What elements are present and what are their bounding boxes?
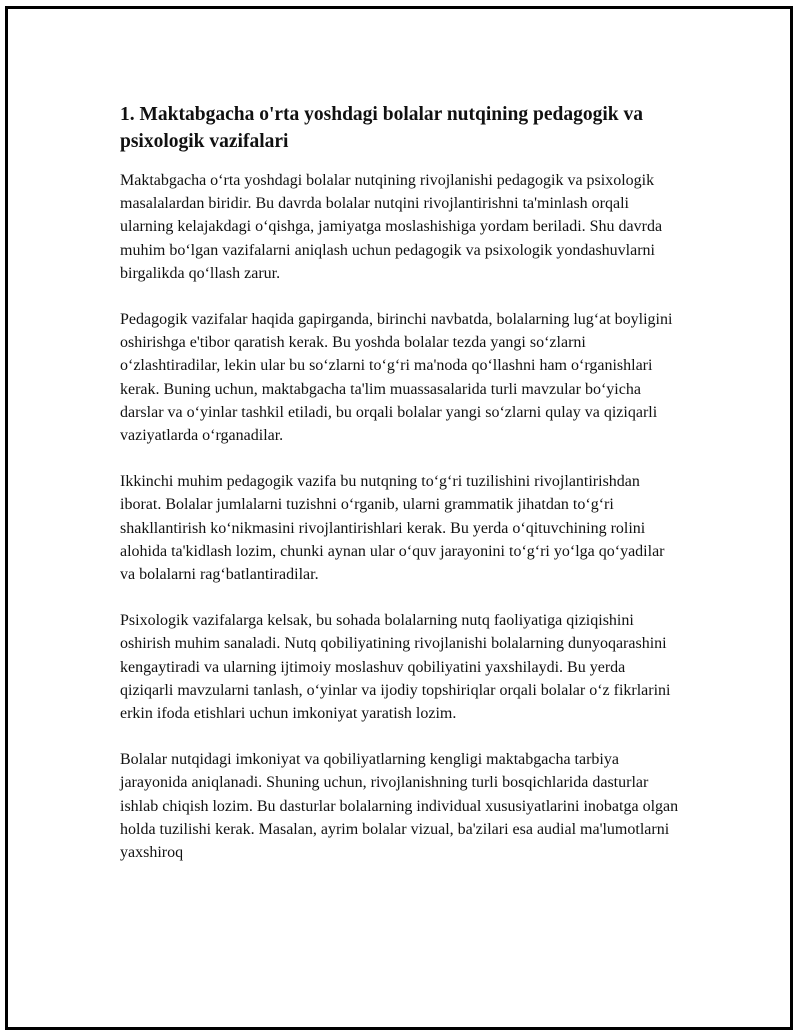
section-title: 1. Maktabgacha o'rta yoshdagi bolalar nutqining pedagogik va psixologik vazifalari xyxy=(120,104,643,152)
paragraph-5: Bolalar nutqidagi imkoniyat va qobiliyatlarning kengligi maktabgacha tarbiya jarayonida aniqlanadi. Shuning uchun, rivojlanishning turli bosqichlarida dasturlar ishlab chiqish lozim. Bu dasturlar bolalarning individual xususiyatlarini inobatga olgan holda tuzilishi kerak. Masalan, ayrim bolalar vizual, ba'zilari esa audial ma'lumotlarni yaxshiroq xyxy=(120,751,679,862)
document-body xyxy=(120,101,680,887)
paragraph-4: Psixologik vazifalarga kelsak, bu sohada bolalarning nutq faoliyatiga qiziqishini oshirish muhim sanaladi. Nutq qobiliyatining rivojlanishi bolalarning dunyoqarashini kengaytiradi va ularning ijtimoiy moslashuv qobiliyatini yaxshilaydi. Bu yerda qiziqarli mavzularni tanlash, oʻyinlar va ijodiy topshiriqlar orqali bolalar oʻz fikrlarini erkin ifoda etishlari uchun imkoniyat yaratish lozim. xyxy=(120,612,671,723)
paragraph-2: Pedagogik vazifalar haqida gapirganda, birinchi navbatda, bolalarning lugʻat boyligini oshirishga e'tibor qaratish kerak. Bu yoshda bolalar tezda yangi soʻzlarni oʻzlashtiradilar, lekin ular bu soʻzlarni toʻgʻri ma'noda qoʻllashni ham oʻrganishlari kerak. Buning uchun, maktabgacha ta'lim muassasalarida turli mavzular boʻyicha darslar va oʻyinlar tashkil etiladi, bu orqali bolalar yangi soʻzlarni qulay va qiziqarli vaziyatlarda oʻrganadilar. xyxy=(120,311,673,445)
page-frame xyxy=(5,6,793,1030)
paragraph-3: Ikkinchi muhim pedagogik vazifa bu nutqning toʻgʻri tuzilishini rivojlantirishdan iborat. Bolalar jumlalarni tuzishni oʻrganib, ularni grammatik jihatdan toʻgʻri shakllantirish koʻnikmasini rivojlantirishlari kerak. Bu yerda oʻqituvchining rolini alohida ta'kidlash lozim, chunki aynan ular oʻquv jarayonini toʻgʻri yoʻlga qoʻyadilar va bolalarni ragʻbatlantiradilar. xyxy=(120,473,665,584)
paragraph-1: Maktabgacha oʻrta yoshdagi bolalar nutqining rivojlanishi pedagogik va psixologik masalalardan biridir. Bu davrda bolalar nutqini rivojlantirishni ta'minlash orqali ularning kelajakdagi oʻqishga, jamiyatga moslashishiga yordam beriladi. Shu davrda muhim boʻlgan vazifalarni aniqlash uchun pedagogik va psixologik yondashuvlarni birgalikda qoʻllash zarur. xyxy=(120,172,663,282)
